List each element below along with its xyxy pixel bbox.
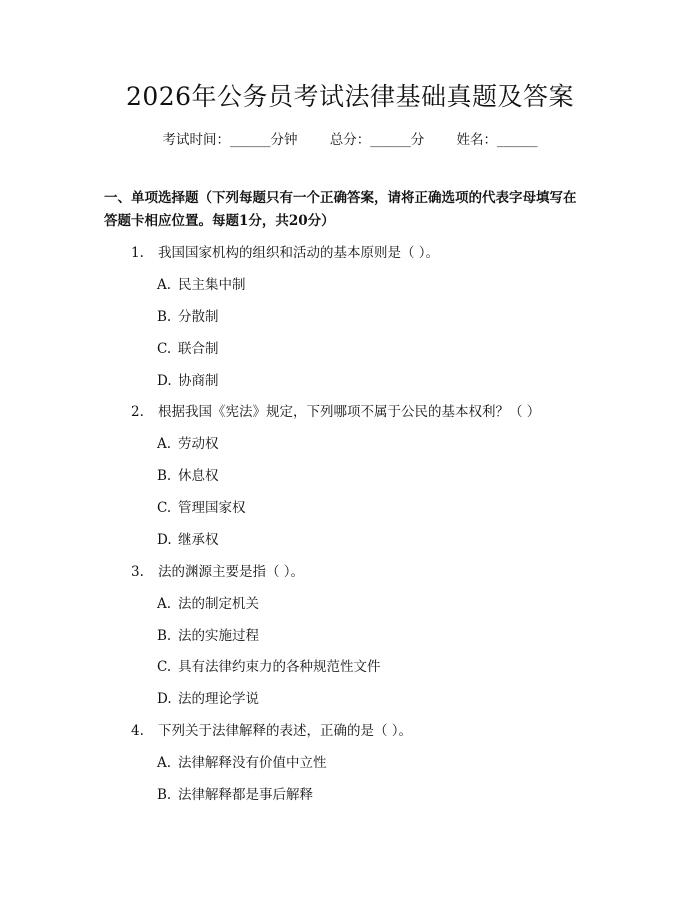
- question-1-option-d: [157, 371, 607, 391]
- option-letter: C.: [157, 500, 172, 516]
- question-number: 2.: [131, 404, 144, 420]
- option-letter: D.: [157, 532, 172, 548]
- question-3: [131, 562, 611, 582]
- question-text: 下列关于法律解释的表述，正确的是（ ）。: [158, 723, 413, 739]
- question-1-option-c: [157, 339, 607, 359]
- option-letter: A.: [157, 277, 172, 293]
- section-heading-single-choice: [104, 187, 604, 233]
- question-number: 3.: [131, 564, 144, 580]
- exam-meta: [0, 130, 700, 150]
- option-text: 联合制: [178, 341, 219, 357]
- exam-time-field: 考试时间：______分钟: [162, 132, 298, 148]
- question-3-option-a: [157, 594, 607, 614]
- question-3-option-b: [157, 626, 607, 646]
- option-letter: A.: [157, 755, 172, 771]
- option-text: 分散制: [178, 309, 219, 325]
- option-text: 管理国家权: [178, 500, 246, 516]
- option-text: 法律解释都是事后解释: [178, 787, 313, 803]
- question-4: [131, 721, 611, 741]
- option-text: 民主集中制: [178, 277, 246, 293]
- total-score-field: 总分：______分: [329, 132, 425, 148]
- question-1-option-a: [157, 275, 607, 295]
- section-heading-line-2: 答题卡相应位置。每题1分，共20分）: [104, 213, 335, 229]
- question-1-option-b: [157, 307, 607, 327]
- option-text: 法的制定机关: [178, 596, 259, 612]
- name-field: 姓名：______: [456, 132, 538, 148]
- option-letter: A.: [157, 436, 172, 452]
- question-1: [131, 243, 611, 263]
- question-text: 法的渊源主要是指（ ）。: [158, 564, 305, 580]
- option-text: 继承权: [178, 532, 219, 548]
- question-2: [131, 402, 611, 422]
- option-letter: C.: [157, 341, 172, 357]
- question-2-option-d: [157, 530, 607, 550]
- option-letter: C.: [157, 659, 172, 675]
- option-text: 休息权: [178, 468, 219, 484]
- option-text: 法的理论学说: [178, 691, 259, 707]
- question-2-option-a: [157, 434, 607, 454]
- question-4-option-a: [157, 753, 607, 773]
- question-text: 根据我国《宪法》规定，下列哪项不属于公民的基本权利？（ ）: [158, 404, 541, 420]
- question-4-option-b: [157, 785, 607, 805]
- page-title: 2026年公务员考试法律基础真题及答案: [125, 82, 575, 111]
- option-letter: B.: [157, 468, 172, 484]
- option-text: 法律解释没有价值中立性: [178, 755, 327, 771]
- question-3-option-c: [157, 657, 607, 677]
- option-letter: B.: [157, 628, 172, 644]
- option-letter: B.: [157, 787, 172, 803]
- question-text: 我国国家机构的组织和活动的基本原则是（ ）。: [158, 245, 440, 261]
- option-text: 协商制: [178, 373, 219, 389]
- option-letter: D.: [157, 373, 172, 389]
- option-text: 具有法律约束力的各种规范性文件: [178, 659, 381, 675]
- question-2-option-b: [157, 466, 607, 486]
- section-heading-line-1: 一、单项选择题（下列每题只有一个正确答案，请将正确选项的代表字母填写在: [104, 190, 577, 206]
- option-letter: A.: [157, 596, 172, 612]
- question-2-option-c: [157, 498, 607, 518]
- option-text: 法的实施过程: [178, 628, 259, 644]
- option-text: 劳动权: [178, 436, 219, 452]
- option-letter: B.: [157, 309, 172, 325]
- question-number: 1.: [131, 245, 144, 261]
- question-3-option-d: [157, 689, 607, 709]
- option-letter: D.: [157, 691, 172, 707]
- question-number: 4.: [131, 723, 144, 739]
